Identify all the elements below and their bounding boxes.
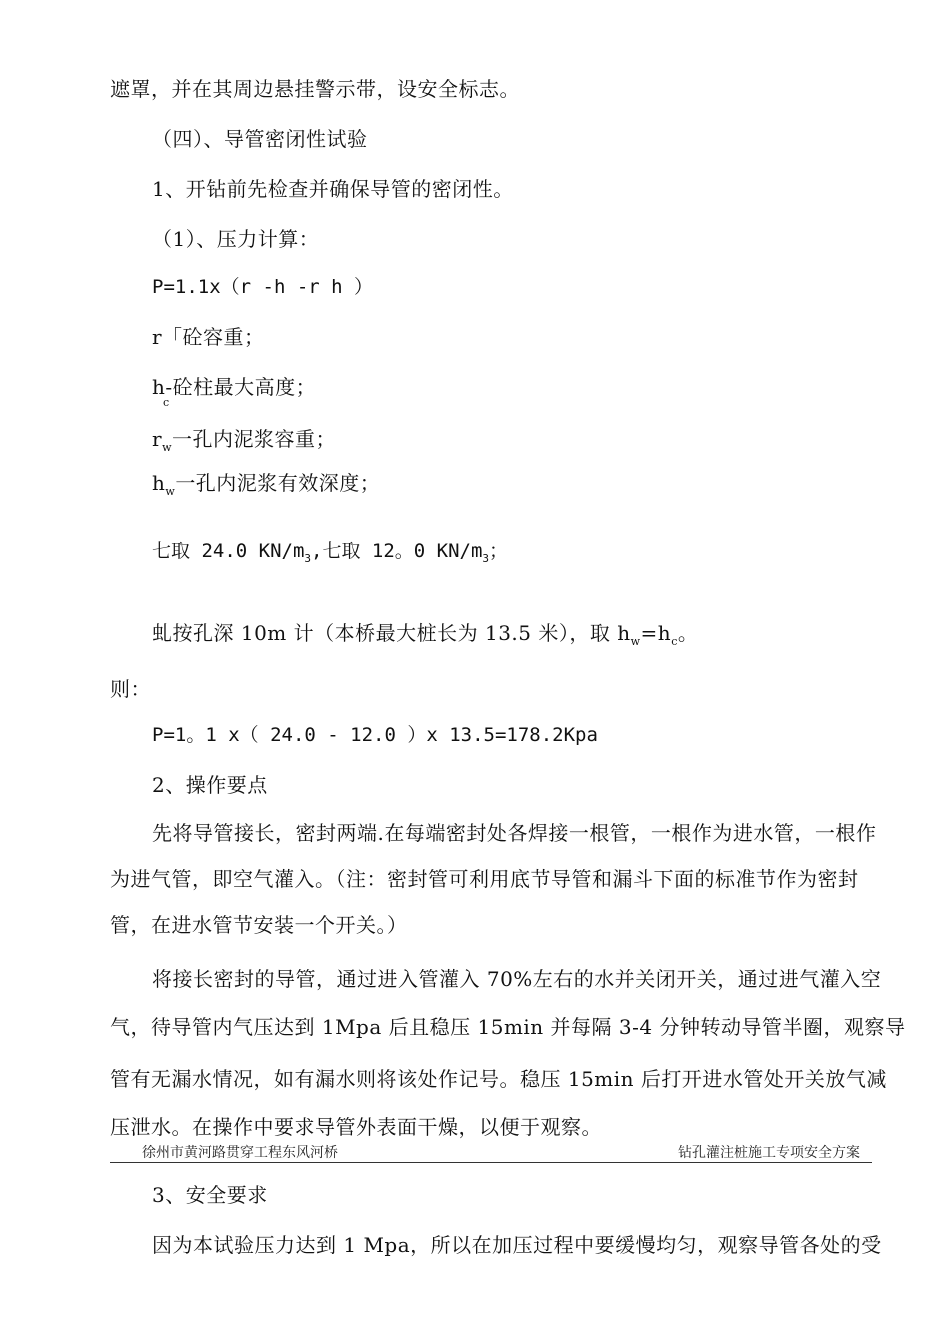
text-run: 。 <box>677 621 699 645</box>
parameter-values <box>152 538 508 572</box>
paragraph-line: 将接长密封的导管，通过进入管灌入 70%左右的水并关闭开关，通过进气灌入空 <box>152 967 882 991</box>
variable-definition <box>152 470 380 505</box>
subsection-heading: 2、操作要点 <box>152 773 268 797</box>
footer-project-name: 徐州市黄河路贯穿工程东风河桥 <box>142 1145 338 1161</box>
text-run: =h <box>640 621 672 645</box>
variable-definition: r「砼容重； <box>152 325 265 349</box>
paragraph-line: 则： <box>110 677 151 701</box>
variable-subscript: w <box>162 441 172 454</box>
variable-subscript: c <box>671 635 678 648</box>
paragraph-line: 管，在进水管节安装一个开关。） <box>110 913 408 937</box>
subsection-heading: 3、安全要求 <box>152 1183 268 1207</box>
variable-definition <box>152 374 316 400</box>
unit-subscript: 3 <box>304 552 312 565</box>
paragraph-line: 先将导管接长，密封两端.在每端密封处各焊接一根管，一根作为进水管，一根作 <box>152 821 877 845</box>
parameter-text: ； <box>489 540 509 562</box>
paragraph-line: 为进气管，即空气灌入。（注：密封管可利用底节导管和漏斗下面的标准节作为密封 <box>110 867 859 891</box>
variable-symbol: r <box>152 427 163 451</box>
variable-symbol: h <box>152 375 166 399</box>
subsection-heading: （1）、压力计算： <box>152 227 320 251</box>
text-run: 虬按孔深 10m 计（本桥最大桩长为 13.5 米），取 h <box>152 621 631 645</box>
variable-symbol: h <box>152 471 166 495</box>
variable-subscript: c <box>163 396 170 409</box>
variable-description: 一孔内泥浆有效深度； <box>175 471 381 495</box>
paragraph-line: 遮罩，并在其周边悬挂警示带，设安全标志。 <box>110 77 520 101</box>
variable-subscript: w <box>165 485 176 498</box>
variable-definition <box>152 426 336 461</box>
section-heading: （四）、导管密闭性试验 <box>152 127 368 151</box>
paragraph-line: 压泄水。在操作中要求导管外表面干燥，以便于观察。 <box>110 1115 602 1139</box>
parameter-text: ,七取 12。0 KN/m <box>311 540 483 562</box>
paragraph-line: 气，待导管内气压达到 1Mpa 后且稳压 15min 并每隔 3-4 分钟转动导管半圈，观察导 <box>110 1015 906 1039</box>
variable-subscript: w <box>630 635 641 648</box>
formula-line: P=1.1x（r -h -r h ） <box>152 276 374 298</box>
variable-description: 一孔内泥浆容重； <box>171 427 336 451</box>
variable-description: -砼柱最大高度； <box>165 375 317 399</box>
paragraph-line: 因为本试验压力达到 1 Mpa，所以在加压过程中要缓慢均匀，观察导管各处的受 <box>152 1233 882 1257</box>
page-footer <box>110 1144 872 1163</box>
formula-line: P=1。1 x（ 24.0 - 12.0 ）x 13.5=178.2Kpa <box>152 724 598 746</box>
unit-subscript: 3 <box>482 552 490 565</box>
parameter-text: 七取 24.0 KN/m <box>152 540 305 562</box>
paragraph-line <box>152 620 698 655</box>
paragraph-line: 1、开钻前先检查并确保导管的密闭性。 <box>152 177 514 201</box>
footer-document-title: 钻孔灌注桩施工专项安全方案 <box>678 1145 860 1161</box>
paragraph-line: 管有无漏水情况，如有漏水则将该处作记号。稳压 15min 后打开进水管处开关放气减 <box>110 1067 887 1091</box>
